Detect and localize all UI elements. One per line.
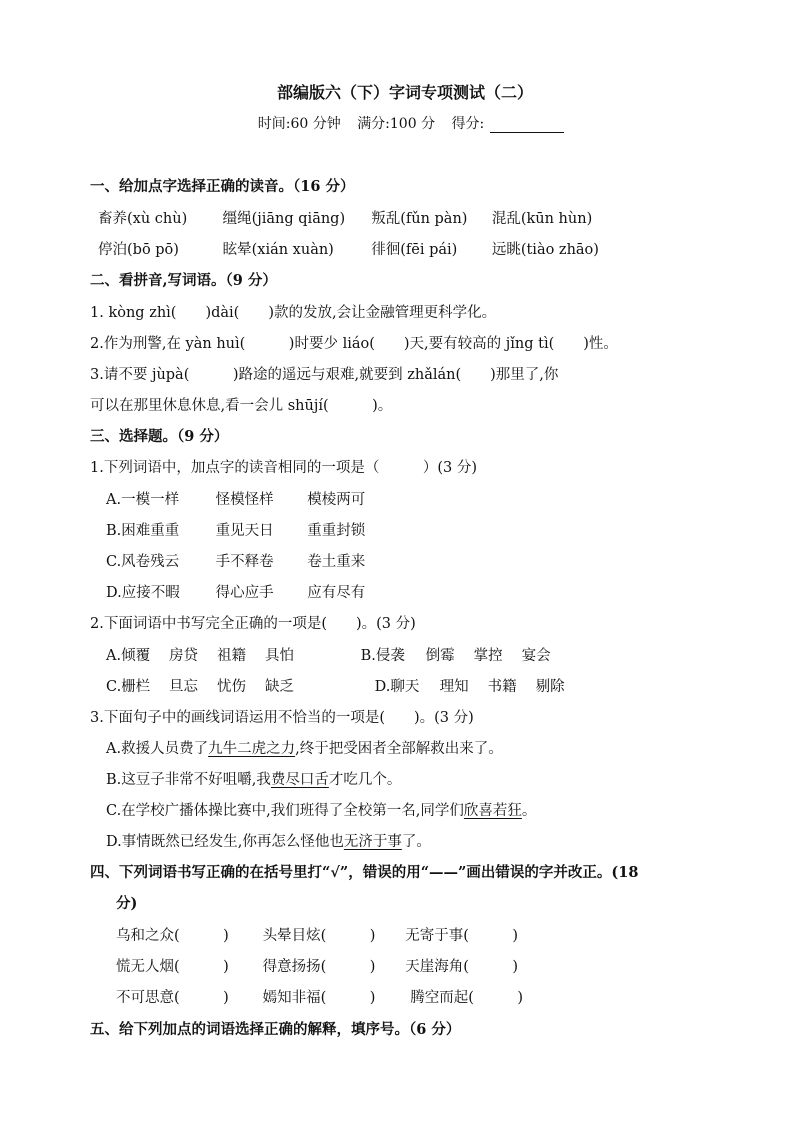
q2-option-d	[375, 675, 565, 696]
q2-option-b	[361, 644, 551, 665]
section-4-heading-cont: 分)	[116, 895, 138, 912]
score-label: 得分:	[451, 116, 485, 132]
option-word: D.聊天	[374, 679, 420, 695]
option-word: 缺乏	[265, 679, 294, 695]
q2-options-cd	[106, 675, 565, 696]
word-item: 腾空而起( )	[410, 990, 524, 1006]
underlined-phrase: 无济于事	[343, 834, 402, 850]
option-word: 宴会	[521, 648, 551, 664]
section-4-heading: 四、下列词语书写正确的在括号里打“√”，错误的用“——”画出错误的字并改正。(18	[90, 864, 639, 881]
option-word: 房贷	[169, 648, 198, 664]
q3-option-a	[106, 737, 503, 758]
word-item: 不可思意( )	[116, 990, 229, 1006]
option-word: 倒霉	[425, 648, 455, 664]
pinyin-item: 混乱(kūn hùn)	[491, 211, 593, 227]
option-word: A.一模一样	[106, 492, 180, 508]
score-field	[452, 116, 571, 132]
question-3: 3.下面句子中的画线词语运用不恰当的一项是( )。(3 分)	[90, 710, 474, 726]
test-info	[0, 113, 794, 133]
q2-option-c	[106, 675, 370, 696]
section-4-row-2	[116, 955, 518, 976]
option-word: 得心应手	[215, 585, 274, 601]
section-4-row-1	[116, 924, 518, 945]
section-3-heading: 三、选择题。（9 分）	[90, 428, 229, 445]
pinyin-item: 停泊(bō pō)	[98, 242, 179, 258]
option-word: C.风卷残云	[106, 554, 180, 570]
option-text: D.事情既然已经发生,你再怎么怪他也	[106, 834, 344, 850]
section-2-line-3: 3.请不要 jùpà( )路途的遥远与艰难,就要到 zhǎlán( )那里了,你	[90, 367, 559, 383]
pinyin-item: 远眺(tiào zhāo)	[491, 242, 599, 258]
section-2-heading: 二、看拼音,写词语。（9 分）	[90, 272, 277, 289]
option-text: 了。	[401, 834, 431, 850]
score-blank	[490, 118, 564, 133]
question-2: 2.下面词语中书写完全正确的一项是( )。(3 分)	[90, 616, 416, 632]
option-word: 重重封锁	[307, 523, 366, 539]
section-2-line-4: 可以在那里休息休息,看一会儿 shūjí( )。	[90, 398, 393, 414]
word-item: 头晕目炫( )	[262, 928, 376, 944]
underlined-phrase: 欣喜若狂	[463, 803, 522, 819]
option-text: 才吃几个。	[328, 772, 402, 788]
option-text: C.在学校广播体操比赛中,我们班得了全校第一名,同学们	[106, 803, 464, 819]
q1-option-a	[106, 488, 365, 509]
option-word: B.侵袭	[360, 648, 405, 664]
time-limit: 时间:60 分钟	[257, 116, 341, 132]
option-word: 具怕	[265, 648, 294, 664]
option-text: B.这豆子非常不好咀嚼,我	[106, 772, 271, 788]
option-word: 剔除	[535, 679, 565, 695]
option-word: 理知	[439, 679, 469, 695]
option-word: 卷土重来	[307, 554, 366, 570]
q3-option-d	[106, 830, 431, 851]
word-item: 无寄于事( )	[405, 928, 519, 944]
q2-options-ab	[106, 644, 551, 665]
option-word: 祖籍	[217, 648, 246, 664]
option-word: 应有尽有	[307, 585, 366, 601]
option-word: C.栅栏	[106, 679, 151, 695]
q1-option-d	[106, 581, 365, 602]
option-word: 怪模怪样	[215, 492, 274, 508]
q3-option-b	[106, 768, 401, 789]
pinyin-item: 畜养(xù chù)	[98, 211, 188, 227]
pinyin-item: 叛乱(fǔn pàn)	[371, 211, 468, 227]
option-word: A.倾覆	[106, 648, 151, 664]
full-score: 满分:100 分	[357, 116, 436, 132]
option-text: A.救援人员费了	[106, 741, 209, 757]
underlined-phrase: 费尽口舌	[270, 772, 329, 788]
q1-option-b	[106, 519, 365, 540]
option-word: 重见天日	[215, 523, 274, 539]
pinyin-item: 徘徊(fēi pái)	[371, 242, 458, 258]
pinyin-item: 眩晕(xián xuàn)	[222, 242, 334, 258]
section-1-row-2	[98, 238, 599, 259]
option-word: 模棱两可	[307, 492, 366, 508]
option-word: 旦忘	[169, 679, 198, 695]
option-word: 书籍	[487, 679, 517, 695]
word-item: 得意扬扬( )	[262, 959, 376, 975]
question-1: 1.下列词语中，加点字的读音相同的一项是（ ）(3 分)	[90, 460, 477, 476]
section-2-line-2: 2.作为刑警,在 yàn huì( )时要少 liáo( )天,要有较高的 jǐng tì( )性。	[90, 336, 618, 352]
option-word: 掌控	[473, 648, 503, 664]
page-title: 部编版六（下）字词专项测试（二）	[276, 83, 533, 102]
option-word: 忧伤	[217, 679, 246, 695]
word-item: 慌无人烟( )	[116, 959, 229, 975]
option-text: 。	[521, 803, 537, 819]
section-4-row-3	[116, 986, 523, 1007]
word-item: 天崖海角( )	[405, 959, 519, 975]
option-text: ,终于把受困者全部解救出来了。	[295, 741, 503, 757]
q2-option-a	[106, 644, 356, 665]
underlined-phrase: 九牛二虎之力	[208, 741, 296, 757]
section-2-line-1: 1. kòng zhì( )dài( )款的发放,会让金融管理更科学化。	[90, 305, 497, 321]
q3-option-c	[106, 799, 536, 820]
word-item: 嫣知非福( )	[262, 990, 376, 1006]
pinyin-item: 缰绳(jiāng qiāng)	[222, 211, 346, 227]
section-1-heading: 一、给加点字选择正确的读音。（16 分）	[90, 178, 355, 195]
option-word: B.困难重重	[106, 523, 180, 539]
word-item: 乌和之众( )	[116, 928, 229, 944]
option-word: 手不释卷	[215, 554, 274, 570]
section-5-heading: 五、给下列加点的词语选择正确的解释，填序号。（6 分）	[90, 1021, 461, 1038]
option-word: D.应接不暇	[106, 585, 180, 601]
section-1-row-1	[98, 207, 592, 228]
q1-option-c	[106, 550, 365, 571]
